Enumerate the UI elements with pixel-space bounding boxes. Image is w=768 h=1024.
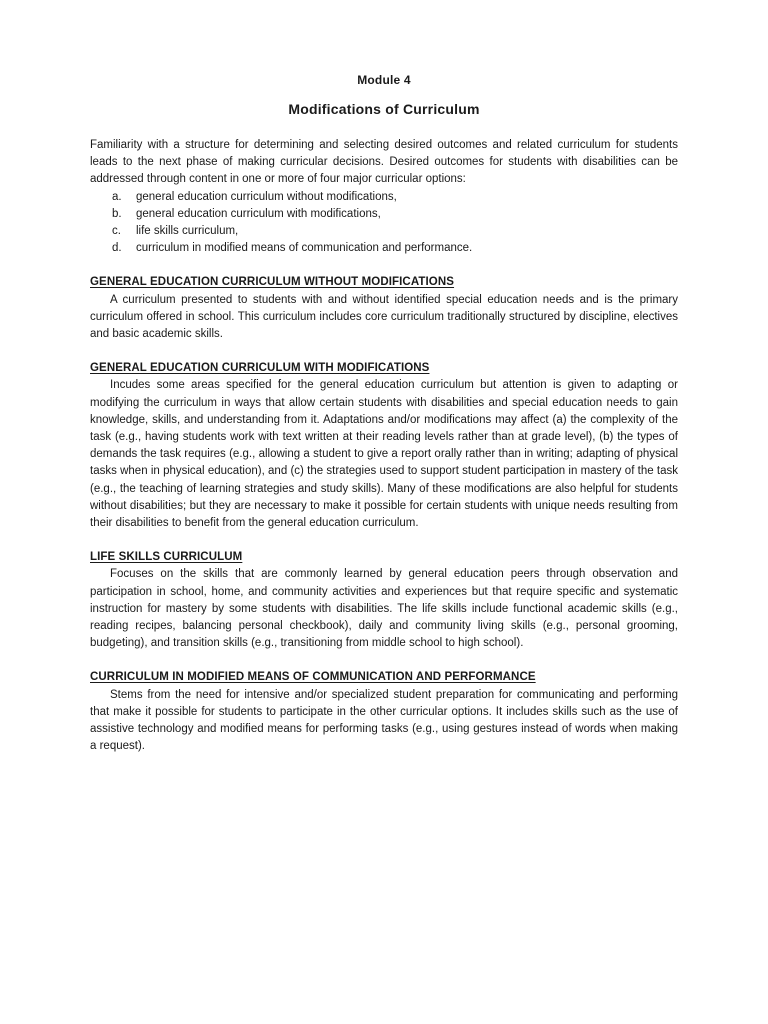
list-item: [90, 223, 678, 240]
section-heading: CURRICULUM IN MODIFIED MEANS OF COMMUNICATION AND PERFORMANCE: [90, 671, 536, 684]
section-paragraph: A curriculum presented to students with and without identified special education needs and is the primary curriculum offered in school. This curriculum includes core curriculum traditionally structured by discipline, electives and basic academic skills.: [90, 293, 678, 340]
section-paragraph: Focuses on the skills that are commonly learned by general education peers through observation and participation in school, home, and community activities and experiences but that require specific and systematic instruction for mastery by some students with disabilities. The life skills include functional academic skills (e.g., reading recipes, balancing personal checkbook), daily and community living skills (e.g., personal grooming, budgeting), and transition skills (e.g., transitioning from middle school to high school).: [90, 568, 678, 650]
list-item-text: curriculum in modified means of communication and performance.: [136, 242, 473, 255]
list-marker: c.: [112, 224, 121, 237]
section-paragraph: Stems from the need for intensive and/or specialized student preparation for communicating and performing that make it possible for students to participate in the other curricular options. It includes skills such as the use of assistive technology and modified means for performing tasks (e.g., using gestures instead of words when making a request).: [90, 688, 678, 753]
section-heading: LIFE SKILLS CURRICULUM: [90, 551, 243, 564]
list-item: [90, 206, 678, 223]
list-marker: a.: [112, 190, 122, 203]
document-body: [90, 137, 678, 755]
section-with-modifications: [90, 360, 678, 532]
list-marker: b.: [112, 207, 122, 220]
curricular-options-list: [90, 189, 678, 258]
list-item: [90, 189, 678, 206]
list-item: [90, 240, 678, 257]
section-without-modifications: [90, 274, 678, 343]
section-heading: GENERAL EDUCATION CURRICULUM WITHOUT MODIFICATIONS: [90, 276, 455, 289]
document-title: Modifications of Curriculum: [288, 101, 480, 117]
section-communication-performance: [90, 669, 678, 755]
list-item-text: life skills curriculum,: [136, 224, 239, 237]
list-item-text: general education curriculum without modifications,: [136, 190, 397, 203]
list-marker: d.: [112, 242, 122, 255]
intro-paragraph: Familiarity with a structure for determining and selecting desired outcomes and related curriculum for students leads to the next phase of making curricular decisions. Desired outcomes for students with disabilities can be addressed through content in one or more of four major curricular options:: [90, 139, 678, 186]
section-heading: GENERAL EDUCATION CURRICULUM WITH MODIFICATIONS: [90, 362, 430, 375]
section-paragraph: Incudes some areas specified for the general education curriculum but attention is given to adapting or modifying the curriculum in ways that allow certain students with disabilities and special education needs to gain knowledge, skills, and understanding from it. Adaptations and/or modifications may affect (a) the complexity of the task (e.g., having students work with text written at their reading levels rather than at grade level), (b) the types of demands the task requires (e.g., allowing a student to give a report orally rather than in writing; adapting of physical tasks when in physical education), and (c) the strategies used to support student participation in mastery of the task (e.g., the teaching of learning strategies and study skills). Many of these modifications are also helpful for students without disabilities; but they are necessary to make it possible for certain students with unique needs resulting from their disabilities to benefit from the general education curriculum.: [90, 379, 678, 529]
module-label: Module 4: [357, 73, 411, 87]
section-life-skills: [90, 549, 678, 652]
list-item-text: general education curriculum with modifications,: [136, 207, 381, 220]
